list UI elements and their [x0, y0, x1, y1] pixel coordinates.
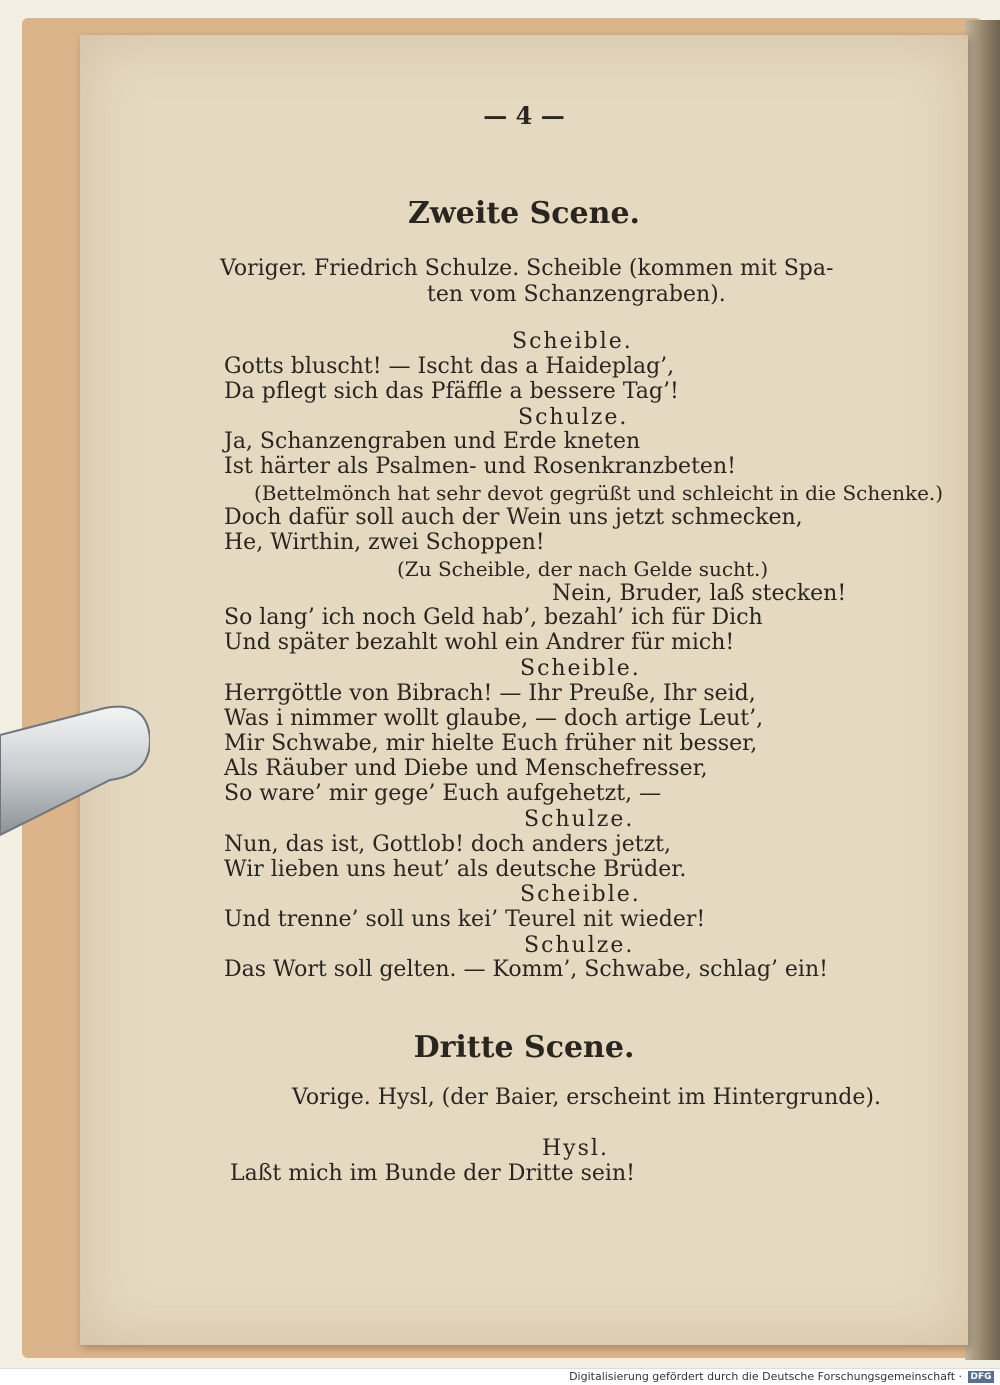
verse-line: Nein, Bruder, laß stecken!	[552, 581, 847, 606]
scene-heading-2: Zweite Scene.	[408, 196, 640, 231]
speaker-name: Scheible.	[520, 882, 641, 907]
scene-heading-3: Dritte Scene.	[413, 1030, 635, 1065]
speaker-name: Schulze.	[524, 807, 635, 832]
book-page	[80, 35, 968, 1345]
verse-line: Wir lieben uns heut’ als deutsche Brüder.	[224, 857, 687, 882]
binding-clip-icon	[0, 700, 150, 850]
verse-line: Gotts bluscht! — Ischt das a Haideplag’,	[224, 354, 675, 379]
verse-line: Herrgöttle von Bibrach! — Ihr Preuße, Ihr seid,	[224, 681, 756, 706]
verse-line: Doch dafür soll auch der Wein uns jetzt schmecken,	[224, 505, 803, 530]
verse-line: Mir Schwabe, mir hielte Euch früher nit besser,	[224, 731, 758, 756]
dfg-logo: DFG	[968, 1371, 994, 1383]
stage-direction: (Bettelmönch hat sehr devot gegrüßt und schleicht in die Schenke.)	[254, 481, 944, 505]
verse-line: Ist härter als Psalmen- und Rosenkranzbeten!	[224, 454, 736, 479]
page-number: — 4 —	[483, 101, 565, 130]
speaker-name: Hysl.	[542, 1136, 609, 1161]
verse-line: So lang’ ich noch Geld hab’, bezahl’ ich für Dich	[224, 605, 763, 630]
page-edge-shadow	[965, 20, 1000, 1360]
verse-line: Als Räuber und Diebe und Menschefresser,	[224, 756, 708, 781]
verse-line: Was i nimmer wollt glaube, — doch artige Leut’,	[224, 706, 764, 731]
cast-line: Vorige. Hysl, (der Baier, erscheint im Hintergrunde).	[292, 1085, 881, 1110]
footer-bar	[0, 1368, 1000, 1385]
speaker-name: Scheible.	[520, 656, 641, 681]
speaker-name: Schulze.	[518, 405, 629, 430]
stage-direction: (Zu Scheible, der nach Gelde sucht.)	[397, 557, 769, 581]
footer-credit: Digitalisierung gefördert durch die Deutsche Forschungsgemeinschaft ·	[569, 1370, 962, 1383]
cast-line: Voriger. Friedrich Schulze. Scheible (kommen mit Spa-	[220, 256, 834, 281]
verse-line: So ware’ mir gege’ Euch aufgehetzt, —	[224, 781, 662, 806]
verse-line: Nun, das ist, Gottlob! doch anders jetzt,	[224, 832, 672, 857]
verse-line: Das Wort soll gelten. — Komm’, Schwabe, schlag’ ein!	[224, 957, 828, 982]
speaker-name: Schulze.	[524, 933, 635, 958]
verse-line: Und später bezahlt wohl ein Andrer für mich!	[224, 630, 735, 655]
cast-line: ten vom Schanzengraben).	[427, 282, 726, 307]
verse-line: Und trenne’ soll uns kei’ Teurel nit wieder!	[224, 907, 706, 932]
verse-line: He, Wirthin, zwei Schoppen!	[224, 530, 545, 555]
verse-line: Da pflegt sich das Pfäffle a bessere Tag’!	[224, 379, 679, 404]
verse-line: Laßt mich im Bunde der Dritte sein!	[230, 1161, 635, 1186]
speaker-name: Scheible.	[512, 329, 633, 354]
verse-line: Ja, Schanzengraben und Erde kneten	[224, 429, 641, 454]
